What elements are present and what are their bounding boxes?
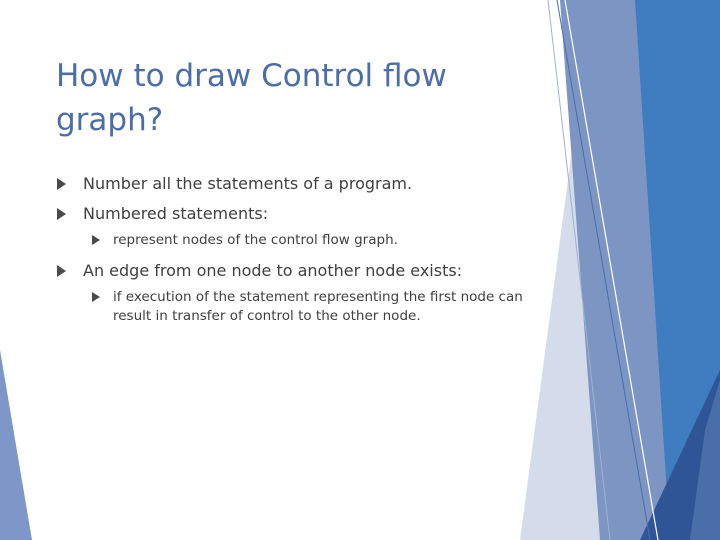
triangle-right-icon <box>92 292 100 302</box>
triangle-right-icon <box>57 178 66 190</box>
sub-bullet-text: represent nodes of the control flow graph. <box>113 232 398 248</box>
triangle-right-icon <box>57 208 66 220</box>
bullet-text: An edge from one node to another node exists: <box>83 261 463 280</box>
bullet-item <box>57 203 497 225</box>
bullet-item <box>57 260 517 282</box>
triangle-right-icon <box>57 265 66 277</box>
sub-bullet-item <box>92 231 512 250</box>
bullet-item <box>57 173 497 195</box>
slide-title: How to draw Control flow graph? <box>56 58 447 138</box>
triangle-right-icon <box>92 235 100 245</box>
sub-bullet-item <box>92 288 532 326</box>
bullet-text: Number all the statements of a program. <box>83 174 413 193</box>
bullet-text: Numbered statements: <box>83 204 269 223</box>
left-edge-band <box>0 350 32 540</box>
sub-bullet-text: if execution of the statement representing the first node can result in transfer of control to the other node. <box>113 289 523 324</box>
